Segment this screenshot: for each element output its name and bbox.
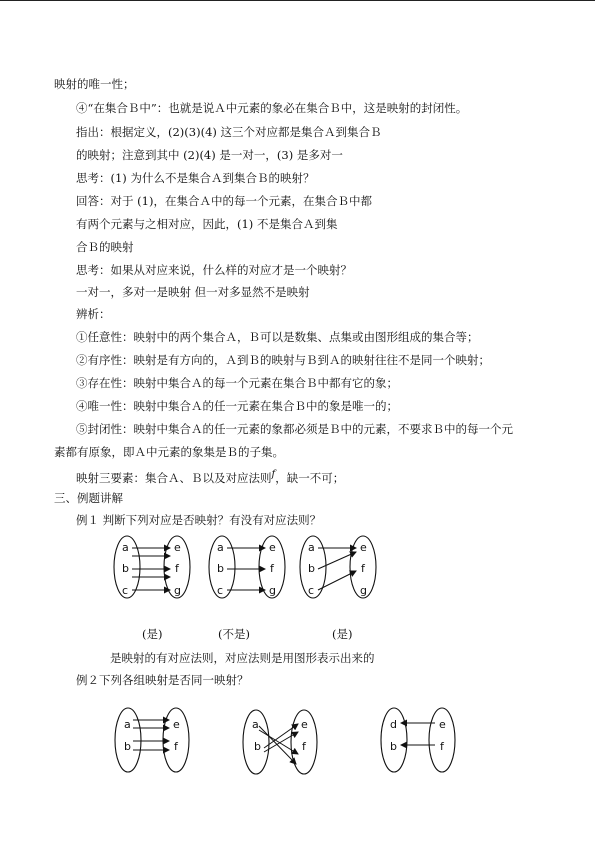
- arrow-a-f2: [259, 730, 298, 754]
- element-b: b: [124, 740, 131, 753]
- text-line-14: ③存在性：映射中集合Ａ的每一个元素在集合Ｂ中都有它的象；: [76, 376, 398, 390]
- mapping-diagram-1: [110, 532, 202, 602]
- example-2-title: 例２下列各组映射是否同一映射？: [76, 673, 249, 687]
- caption-diagram-3: (是): [332, 627, 353, 641]
- three-elements-text: 映射三要素：集合Ａ、Ｂ以及对应法则: [76, 470, 272, 485]
- element-b: b: [308, 562, 315, 575]
- text-line-11: 辨析：: [76, 307, 111, 321]
- text-line-5: 思考：(1) 为什么不是集合Ａ到集合Ｂ的映射？: [76, 171, 315, 185]
- text-line-10: 一对一，多对一是映射 但一对多显然不是映射: [76, 285, 310, 299]
- element-a: a: [122, 541, 129, 554]
- arrow-c-f: [318, 571, 356, 590]
- text-line-8: 合Ｂ的映射: [76, 240, 134, 254]
- element-f: f: [302, 740, 306, 753]
- text-line-2: ④“在集合Ｂ中”：也就是说Ａ中元素的象必在集合Ｂ中，这是映射的封闭性。: [76, 101, 468, 115]
- element-c: c: [308, 584, 315, 597]
- element-e: e: [173, 718, 180, 731]
- text-line-17: 素都有原象，即Ａ中元素的象集是Ｂ的子集。: [54, 445, 284, 459]
- element-e: e: [360, 541, 367, 554]
- element-e: e: [174, 541, 181, 554]
- text-line-3: 指出：根据定义，(2)(3)(4) 这三个对应都是集合Ａ到集合Ｂ: [76, 125, 382, 139]
- element-a: a: [308, 541, 315, 554]
- element-f: f: [270, 562, 274, 575]
- element-f: f: [440, 740, 444, 753]
- text-line-16: ⑤封闭性：映射中集合Ａ的任一元素的象都必须是Ｂ中的元素，不要求Ｂ中的每一个元: [76, 422, 513, 436]
- element-e: e: [269, 541, 276, 554]
- element-e: e: [301, 718, 308, 731]
- element-e: e: [439, 718, 446, 731]
- element-f: f: [174, 740, 178, 753]
- text-line-4: 的映射；注意到其中 (2)(4) 是一对一，(3) 是多对一: [76, 148, 343, 162]
- section-heading-examples: 三、例题讲解: [54, 491, 123, 505]
- rule-f-symbol: f: [271, 469, 276, 480]
- element-b: b: [390, 740, 397, 753]
- element-c: c: [122, 584, 129, 597]
- caption-diagram-1: (是): [142, 627, 163, 641]
- example-1-title: 例１ 判断下列对应是否映射？有没有对应法则？: [76, 513, 322, 527]
- element-b: b: [254, 740, 261, 753]
- element-f: f: [361, 562, 365, 575]
- text-line-7: 有两个元素与之相对应，因此，(1) 不是集合Ａ到集: [76, 217, 338, 231]
- mapping-diagram-3: [296, 532, 388, 602]
- text-line-13: ②有序性：映射是有方向的，Ａ到Ｂ的映射与Ｂ到Ａ的映射往往不是同一个映射；: [76, 353, 490, 367]
- text-line-9: 思考：如果从对应来说，什么样的对应才是一个映射？: [76, 263, 352, 277]
- example2-diagram-1: [112, 704, 200, 776]
- element-g: g: [269, 584, 276, 597]
- text-line-12: ①任意性：映射中的两个集合Ａ，Ｂ可以是数集、点集或由图形组成的集合等；: [76, 330, 479, 344]
- element-a: a: [252, 718, 259, 731]
- element-a: a: [124, 718, 131, 731]
- example2-diagram-3: [378, 704, 466, 776]
- three-elements-tail: ，缺一不可；: [275, 470, 345, 485]
- text-line-6: 回答：对于 (1)，在集合Ａ中的每一个元素，在集合Ｂ中都: [76, 194, 372, 208]
- page-top-rule: [0, 0, 595, 1]
- element-f: f: [175, 562, 179, 575]
- example2-diagram-2: [240, 704, 328, 776]
- element-g: g: [174, 584, 181, 597]
- element-b: b: [122, 562, 129, 575]
- text-line-21: 是映射的有对应法则，对应法则是用图形表示出来的: [110, 651, 375, 665]
- element-d: d: [390, 718, 397, 731]
- element-c: c: [217, 584, 224, 597]
- text-line-18: [76, 468, 344, 485]
- text-line-15: ④唯一性：映射中集合Ａ的任一元素在集合Ｂ中的象是唯一的；: [76, 399, 398, 413]
- text-line-1: 映射的唯一性；: [54, 77, 135, 91]
- arrow-a-f: [259, 726, 296, 764]
- element-b: b: [217, 562, 224, 575]
- mapping-diagram-2: [205, 532, 297, 602]
- element-a: a: [217, 541, 224, 554]
- caption-diagram-2: (不是): [218, 627, 250, 641]
- element-g: g: [360, 584, 367, 597]
